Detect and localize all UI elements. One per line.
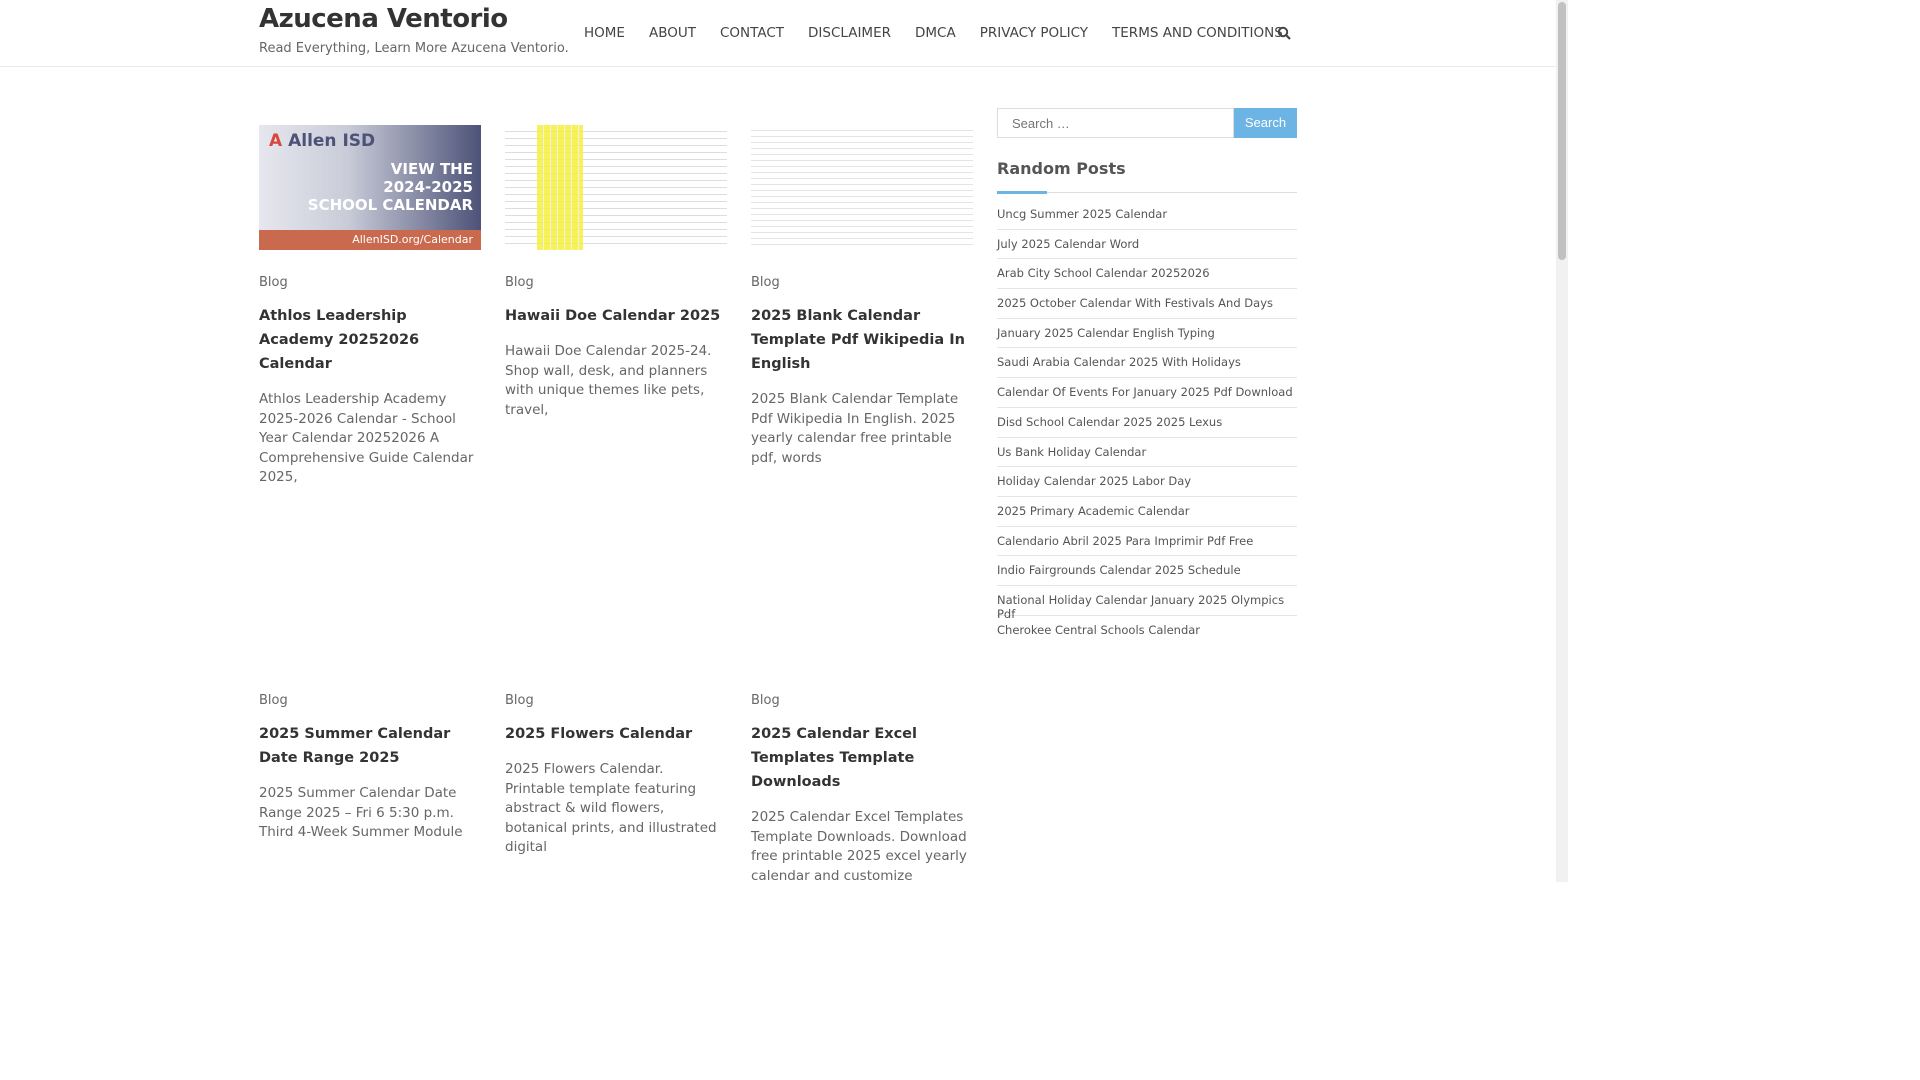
post-category[interactable]: Blog [751,275,780,290]
thumbnail-text: SCHOOL CALENDAR [307,196,473,214]
nav-dmca[interactable]: DMCA [915,25,956,41]
random-post-link[interactable]: Cherokee Central Schools Calendar [997,622,1201,637]
post-excerpt: 2025 Calendar Excel Templates Template Downloads. Download free printable 2025 excel yearly calendar and customize [751,809,967,884]
post-excerpt: Hawaii Doe Calendar 2025-24. Shop wall, desk, and planners with unique themes like pets, travel, [505,343,712,418]
post-title[interactable]: 2025 Calendar Excel Templates Template Downloads [751,726,917,790]
site-header [0,0,1556,67]
post-thumbnail[interactable] [751,125,973,250]
post-category[interactable]: Blog [751,693,780,708]
nav-privacy-policy[interactable]: PRIVACY POLICY [979,25,1089,41]
random-post-link[interactable]: National Holiday Calendar January 2025 Olympics Pdf [997,586,1297,616]
nav-disclaimer[interactable]: DISCLAIMER [808,25,891,41]
post-excerpt: 2025 Blank Calendar Template Pdf Wikipedia In English. 2025 yearly calendar free printable pdf, words [751,391,959,466]
thumbnail-logo: A Allen ISD [269,131,376,151]
post-card [505,693,727,858]
post-title[interactable]: 2025 Blank Calendar Template Pdf Wikipedia In English [751,308,965,372]
post-title[interactable]: 2025 Flowers Calendar [505,726,693,742]
heading-accent [997,191,1047,194]
post-title[interactable]: Hawaii Doe Calendar 2025 [505,308,721,324]
post-card [751,125,973,468]
nav-home[interactable]: HOME [584,25,625,41]
post-card [259,125,481,488]
post-category[interactable]: Blog [259,275,288,290]
random-post-link[interactable]: Saudi Arabia Calendar 2025 With Holidays [997,348,1297,378]
thumbnail-text: VIEW THE [390,160,473,178]
post-title[interactable]: 2025 Summer Calendar Date Range 2025 [259,726,451,766]
sidebar-search-button[interactable]: Search [1234,108,1297,138]
scrollbar-thumb[interactable] [1558,2,1566,260]
post-excerpt: 2025 Summer Calendar Date Range 2025 – Fri 6 5:30 p.m. Third 4-Week Summer Module [259,785,463,841]
post-card [751,693,973,886]
random-post-link[interactable]: Calendar Of Events For January 2025 Pdf Download [997,378,1297,408]
post-category[interactable]: Blog [259,693,288,708]
random-post-link[interactable]: Holiday Calendar 2025 Labor Day [997,467,1297,497]
random-post-link[interactable]: Arab City School Calendar 20252026 [997,259,1297,289]
site-title[interactable]: Azucena Ventorio [259,4,508,34]
random-post-link[interactable]: Disd School Calendar 2025 2025 Lexus [997,408,1297,438]
post-card [505,125,727,420]
random-posts-heading: Random Posts [997,159,1126,178]
random-posts-list [997,200,1297,645]
random-post-link[interactable]: 2025 October Calendar With Festivals And Days [997,289,1297,319]
search-icon[interactable] [1277,26,1291,40]
random-post-link[interactable]: Uncg Summer 2025 Calendar [997,200,1297,230]
random-post-link[interactable]: Calendario Abril 2025 Para Imprimir Pdf Free [997,527,1297,557]
post-thumbnail[interactable] [259,125,481,250]
post-title[interactable]: Athlos Leadership Academy 20252026 Calendar [259,308,420,372]
post-excerpt: 2025 Flowers Calendar. Printable template featuring abstract & wild flowers, botanical prints, and illustrated digital [505,761,717,856]
site-tagline: Read Everything, Learn More Azucena Ventorio. [259,41,569,56]
random-post-link[interactable]: Indio Fairgrounds Calendar 2025 Schedule [997,556,1297,586]
nav-terms[interactable]: TERMS AND CONDITIONS [1112,25,1283,41]
nav-contact[interactable]: CONTACT [719,25,785,41]
post-excerpt: Athlos Leadership Academy 2025-2026 Calendar - School Year Calendar 20252026 A Comprehensive Guide Calendar 2025, [259,391,474,486]
thumbnail-text: 2024-2025 [383,178,473,196]
post-category[interactable]: Blog [505,275,534,290]
post-thumbnail[interactable] [505,125,727,250]
sidebar-search-input[interactable] [997,108,1234,138]
page-scrollbar[interactable] [1556,0,1568,882]
random-post-link[interactable]: 2025 Primary Academic Calendar [997,497,1297,527]
main-nav [572,25,1295,41]
thumbnail-text: AllenISD.org/Calendar [259,230,481,250]
random-post-link[interactable]: July 2025 Calendar Word [997,230,1297,260]
random-post-link[interactable]: Us Bank Holiday Calendar [997,438,1297,468]
nav-about[interactable]: ABOUT [648,25,696,41]
post-card [259,693,481,843]
post-category[interactable]: Blog [505,693,534,708]
random-post-link[interactable]: January 2025 Calendar English Typing [997,319,1297,349]
